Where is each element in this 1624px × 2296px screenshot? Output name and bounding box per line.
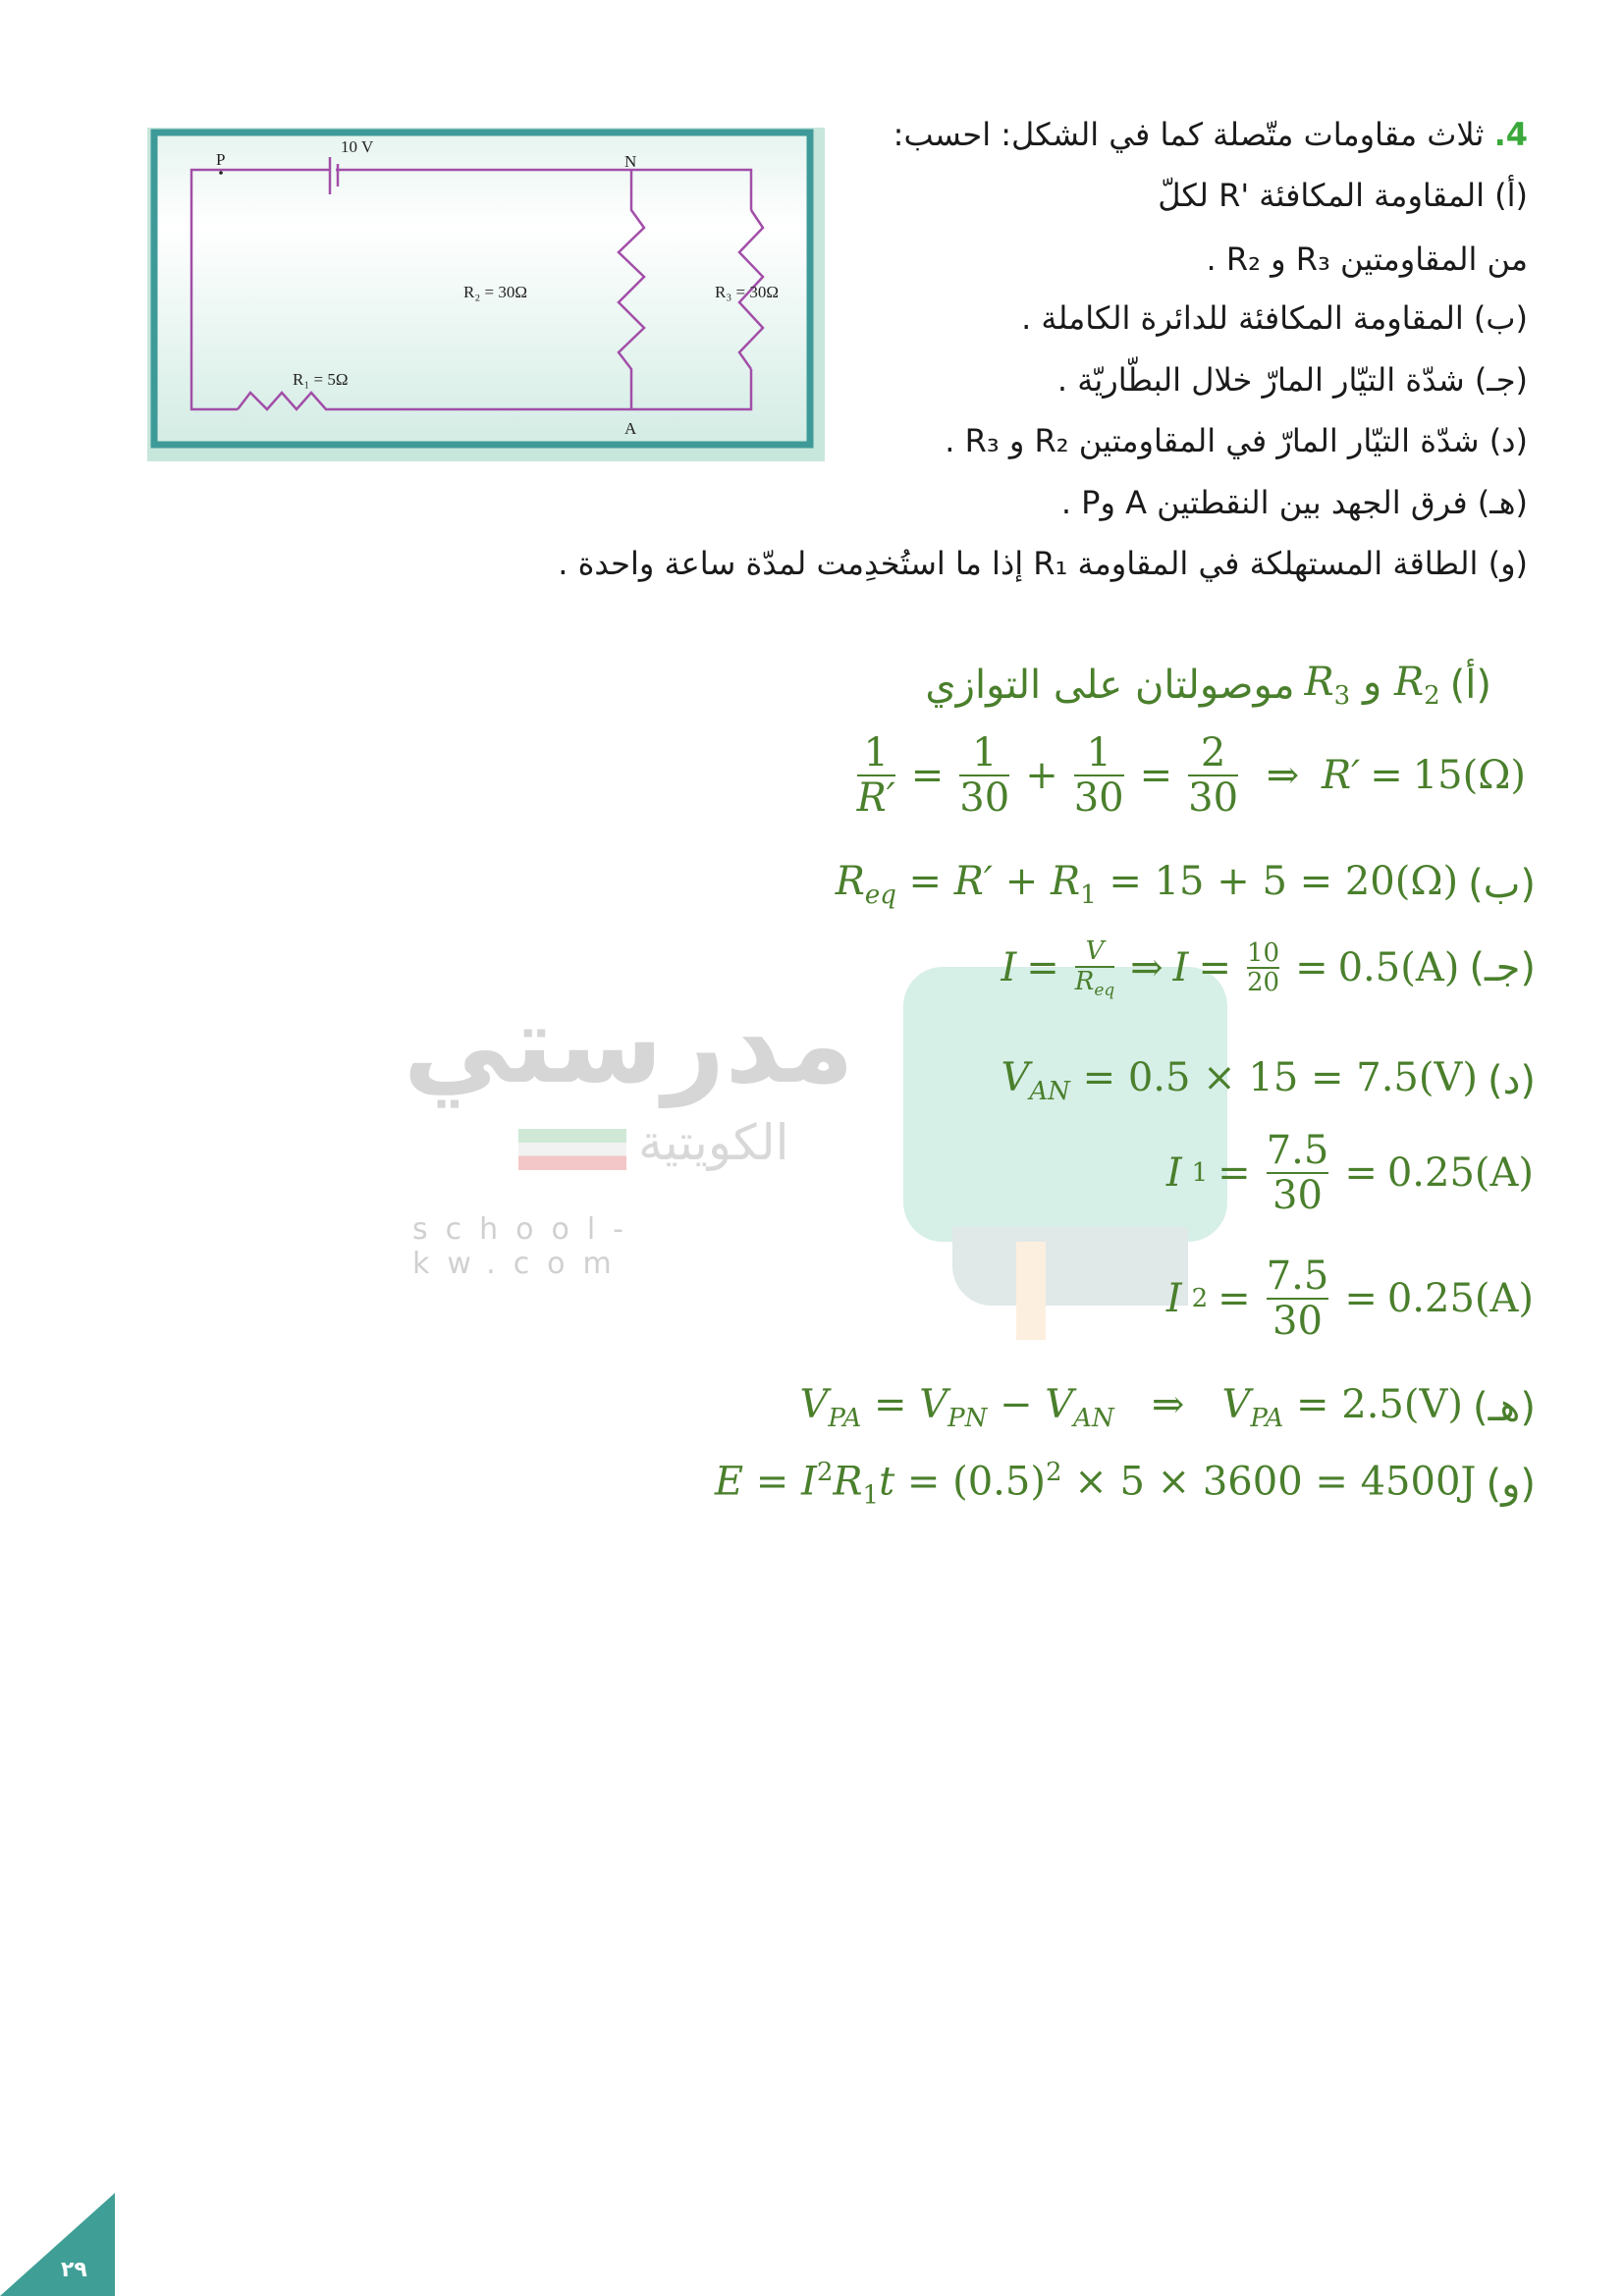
question-item: (ب) المقاومة المكافئة للدائرة الكاملة . <box>1021 299 1528 337</box>
numerator: 1 <box>972 730 998 775</box>
solution-d-label: (د) <box>1487 1058 1536 1103</box>
question-item: (هـ) فرق الجهد بين النقطتين A وP . <box>1060 484 1528 521</box>
solution-a-label: (أ) <box>1449 663 1491 708</box>
solution-f: $E = I^2R_1t = (0.5)^2 \times 5 \times 3600 = 4500J$ (و) <box>714 1458 1536 1511</box>
numerator: 1 <box>1086 730 1111 775</box>
label-n: N <box>624 152 637 171</box>
value: 0.5 <box>1127 1055 1191 1100</box>
numerator: 1 <box>863 730 889 775</box>
denominator: 30 <box>1188 775 1239 821</box>
solution-e: $V_{PA} = V_{PN} - V_{AN}$ ⇒ $V_{PA} = 2.5(V)$ (هـ) <box>799 1382 1536 1433</box>
numerator: 7.5 <box>1266 1128 1329 1173</box>
solution-i1: I 1 = $\frac{7.5}{30}$ = 0.25(A) <box>1165 1128 1534 1218</box>
denominator: 20 <box>1247 968 1280 998</box>
watermark-logo-base <box>952 1227 1188 1306</box>
question-item: (أ) المقاومة المكافئة 'R لكلّ <box>1158 177 1528 214</box>
label-r1: R₁ = 5Ω <box>293 370 349 389</box>
battery-label: 10 V <box>341 137 374 156</box>
value: 5 <box>1262 859 1287 904</box>
page-corner <box>0 2193 115 2296</box>
question-item: (د) شدّة التيّار المارّ في المقاومتين R₂ و R₃ . <box>945 422 1528 459</box>
solution-a-header: موصولتان على التوازي $R_3$ و $R_2$ (أ) <box>925 660 1491 711</box>
question-item: (و) الطاقة المستهلكة في المقاومة R₁ إذا ما استُخدِمت لمدّة ساعة واحدة . <box>558 545 1528 582</box>
solution-a-text: موصولتان على التوازي <box>925 663 1295 708</box>
req-value: 20(Ω) <box>1344 859 1459 904</box>
label-a: A <box>624 419 637 438</box>
point-p <box>219 171 223 175</box>
denominator: 30 <box>1272 1299 1323 1344</box>
circuit-diagram <box>147 128 825 461</box>
solution-b-label: (ب) <box>1468 862 1536 907</box>
value: 0.5 <box>967 1459 1031 1505</box>
question-intro <box>893 116 1528 153</box>
i2-value: 0.25(A) <box>1386 1276 1534 1321</box>
solution-a-equation: $\frac{1}{R'}$ = $\frac{1}{30}$ + $\frac{1}{30}$ = $\frac{2}{30}$ ⇒ R′ = 15(Ω) <box>856 730 1526 821</box>
i1-value: 0.25(A) <box>1386 1150 1534 1196</box>
solution-d: $V_{AN} = 0.5 \times 15 = 7.5(V)$ (د) <box>1001 1055 1536 1106</box>
current-value: 0.5(A) <box>1337 945 1460 991</box>
numerator: 2 <box>1200 730 1226 775</box>
solution-i2: I 2 = $\frac{7.5}{30}$ = 0.25(A) <box>1165 1254 1534 1344</box>
r-prime-value: 15(Ω) <box>1412 753 1526 798</box>
and-word: و <box>1362 660 1382 705</box>
watermark-brand: مدرستي <box>403 982 854 1107</box>
numerator: 7.5 <box>1266 1254 1329 1299</box>
kuwait-flag-icon <box>518 1129 626 1170</box>
denominator: 30 <box>959 775 1010 821</box>
solution-c-label: (جـ) <box>1469 945 1536 991</box>
page-number: ٢٩ <box>61 2258 87 2282</box>
value: 5 <box>1119 1459 1145 1505</box>
value: 15 <box>1248 1055 1299 1100</box>
question-intro-text: ثلاث مقاومات متّصلة كما في الشكل: احسب: <box>893 116 1485 153</box>
label-r2: R₂ = 30Ω <box>463 283 527 301</box>
question-item: (جـ) شدّة التيّار المارّ خلال البطّاريّة . <box>1056 361 1528 399</box>
watermark-url: school-kw.com <box>412 1212 642 1281</box>
solution-e-label: (هـ) <box>1472 1385 1536 1430</box>
solution-f-label: (و) <box>1486 1461 1536 1507</box>
value: 15 <box>1154 859 1205 904</box>
label-r3: R₃ = 30Ω <box>715 283 779 301</box>
value: 3600 <box>1202 1459 1303 1505</box>
circuit-figure <box>147 128 825 461</box>
watermark-bookmark <box>1016 1242 1046 1340</box>
solution-c: I = $\frac{V}{R_{eq}}$ ⇒ I = $\frac{10}{20}$ = 0.5(A) (جـ) <box>1001 936 1536 999</box>
denominator: 30 <box>1272 1173 1323 1218</box>
van-value: 7.5(V) <box>1356 1055 1478 1100</box>
label-p: P <box>216 150 226 169</box>
question-number: 4. <box>1493 116 1528 153</box>
denominator: 30 <box>1073 775 1124 821</box>
solution-b: $R_{eq} = R' + R_1 = 15 + 5 = 20(\Omega)$ (ب) <box>835 859 1536 910</box>
numerator: 10 <box>1247 937 1280 968</box>
vpa-value: 2.5(V) <box>1341 1382 1463 1427</box>
energy-value: 4500J <box>1360 1459 1477 1505</box>
watermark-sub: الكويتية <box>638 1114 789 1171</box>
question-item: من المقاومتين R₃ و R₂ . <box>1206 240 1528 278</box>
